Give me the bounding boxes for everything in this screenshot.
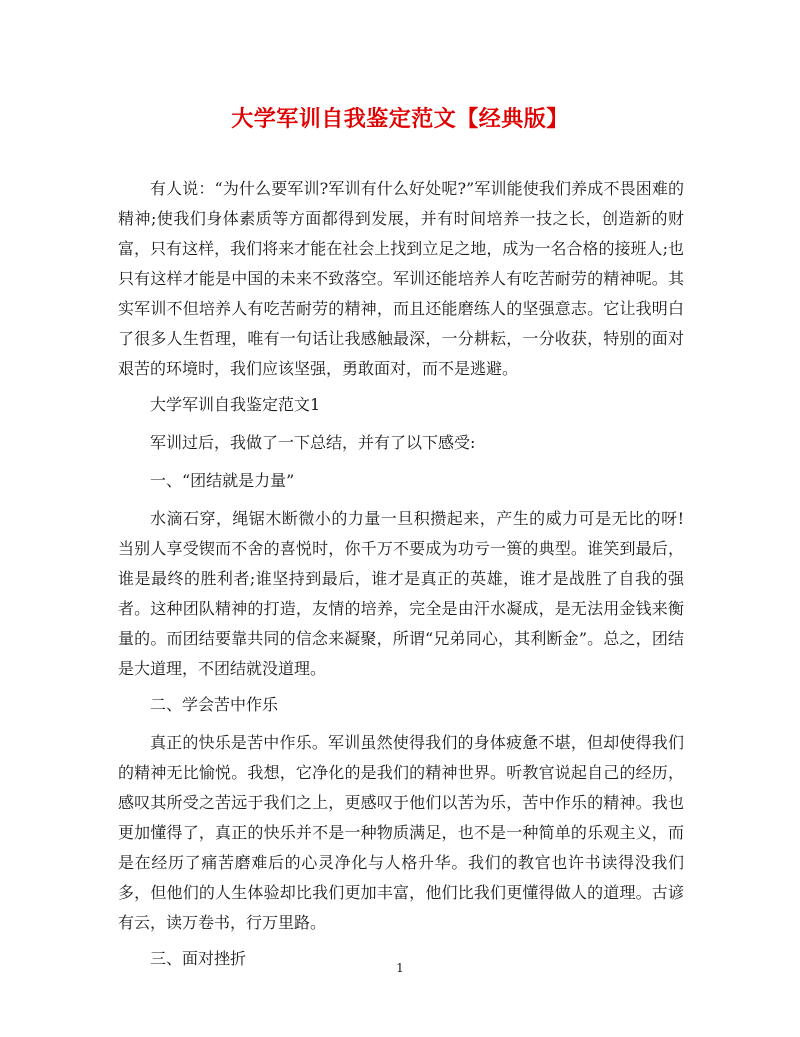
document-title: 大学军训自我鉴定范文【经典版】 [231,106,569,132]
subheading-facing-setbacks: 三、面对挫折 [150,949,247,968]
paragraph-joy-in-hardship: 真正的快乐是苦中作乐。军训虽然使得我们的身体疲惫不堪，但却使得我们的精神无比愉悦。我想，它净化的是我们的精神世界。听教官说起自己的经历，感叹其所受之苦远于我们之上，更感叹于他们以苦为乐，苦中作乐的精神。我也更加懂得了，真正的快乐并不是一种物质满足，也不是一种简单的乐观主义，而是在经历了痛苦磨难后的心灵净化与人格升华。我们的教官也许书读得没我们多，但他们的人生体验却比我们更加丰富，他们比我们更懂得做人的道理。古谚有云，读万卷书，行万里路。 [118,733,684,932]
page-number: 1 [396,961,404,975]
subheading-joy-in-hardship: 二、学会苦中作乐 [150,695,279,714]
paragraph-unity: 水滴石穿，绳锯木断微小的力量一旦积攒起来，产生的威力可是无比的呀!当别人享受锲而不舍的喜悦时，你千万不要成为功亏一篑的典型。谁笑到最后，谁是最终的胜利者;谁坚持到最后，谁才是真正的英雄，谁才是战胜了自我的强者。这种团队精神的打造，友情的培养，完全是由汗水凝成，是无法用金钱来衡量的。而团结要靠共同的信念来凝聚，所谓“兄弟同心，其利断金”。总之，团结是大道理，不团结就没道理。 [118,509,684,678]
subheading-unity: 一、“团结就是力量” [150,471,295,490]
paragraph-summary-lead: 军训过后，我做了一下总结，并有了以下感受: [150,433,476,452]
document-body [118,174,684,982]
section-heading-example-1: 大学军训自我鉴定范文1 [150,395,321,414]
paragraph-intro: 有人说：“为什么要军训?军训有什么好处呢?”军训能使我们养成不畏困难的精神;使我们身体素质等方面都得到发展，并有时间培养一技之长，创造新的财富，只有这样，我们将来才能在社会上找到立足之地，成为一名合格的接班人;也只有这样才能是中国的未来不致落空。军训还能培养人有吃苦耐劳的精神呢。其实军训不但培养人有吃苦耐劳的精神，而且还能磨练人的坚强意志。它让我明白了很多人生哲理，唯有一句话让我感触最深，一分耕耘，一分收获，特别的面对艰苦的环境时，我们应该坚强，勇敢面对，而不是逃避。 [118,179,684,378]
